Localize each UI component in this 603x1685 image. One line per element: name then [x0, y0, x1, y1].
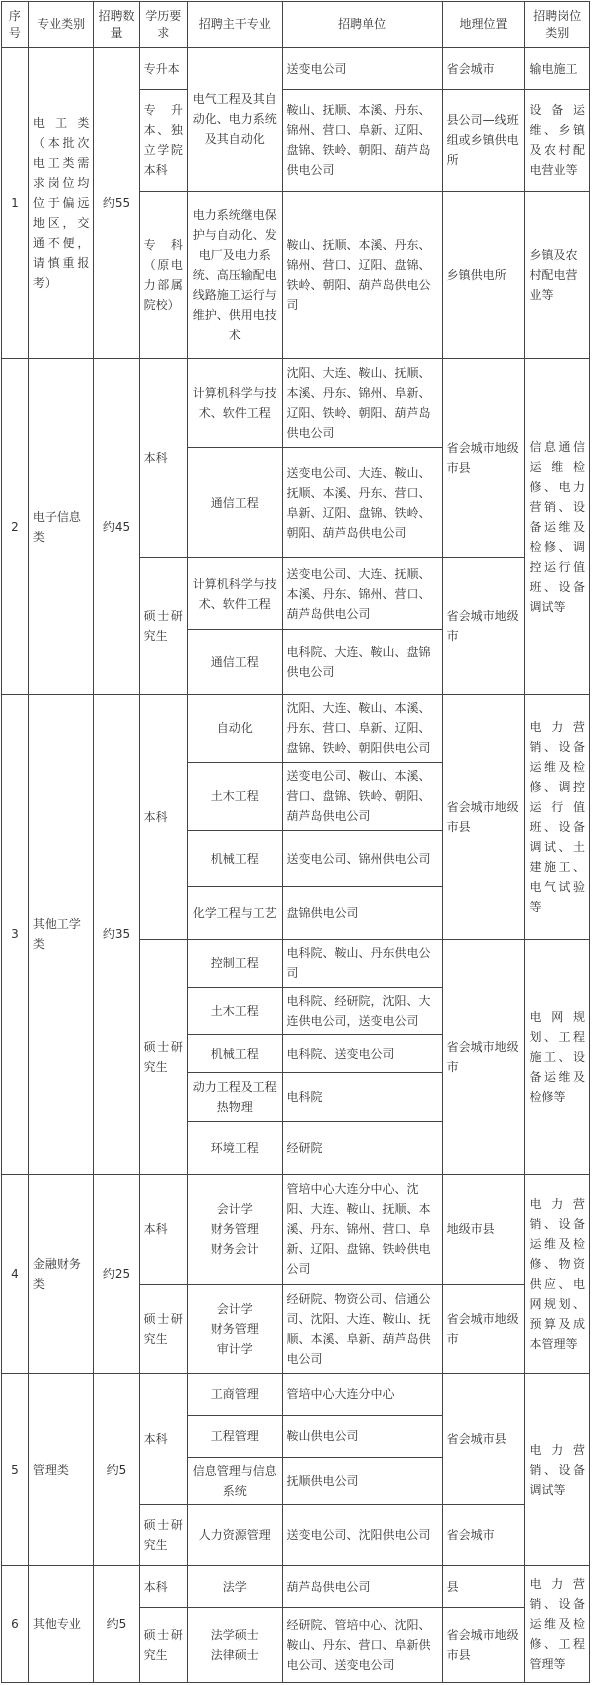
- major-cell: 化学工程与工艺: [187, 887, 282, 939]
- unit-cell: 沈阳、大连、鞍山、本溪、丹东、营口、阜新、辽阳、盘锦、铁岭、朝阳供电公司: [282, 694, 442, 762]
- major-cell: 机械工程: [187, 1035, 282, 1073]
- unit-cell: 电科院、大连、鞍山、盘锦供电公司: [282, 629, 442, 694]
- major-cell: 土木工程: [187, 988, 282, 1035]
- major-cell: 人力资源管理: [187, 1504, 282, 1566]
- position-cell: 信息通信运维检修、电力营销、设备运维及检修、调控运行值班、设备调试等: [525, 359, 590, 694]
- quota-cell: 约5: [94, 1373, 139, 1566]
- position-cell: 电网规划、工程施工、设备运维及检修等: [525, 939, 590, 1174]
- education-cell: 本科: [139, 1373, 187, 1504]
- category-cell: 其他工学类: [28, 694, 94, 1174]
- major-cell: 控制工程: [187, 939, 282, 987]
- location-cell: 省会城市地级市县: [442, 359, 525, 558]
- unit-cell: 沈阳、大连、鞍山、抚顺、本溪、丹东、锦州、阜新、辽阳、铁岭、朝阳、葫芦岛供电公司: [282, 359, 442, 448]
- education-cell: 硕士研究生: [139, 1284, 187, 1373]
- location-cell: 省会城市地级市县: [442, 694, 525, 939]
- education-cell: 专升本: [139, 48, 187, 90]
- header-position: 招聘岗位类别: [525, 2, 590, 48]
- location-cell: 县: [442, 1566, 525, 1608]
- quota-cell: 约45: [94, 359, 139, 694]
- header-location: 地理位置: [442, 2, 525, 48]
- header-unit: 招聘单位: [282, 2, 442, 48]
- major-cell: 通信工程: [187, 448, 282, 558]
- unit-cell: 经研院、管培中心、沈阳、鞍山、丹东、营口、阜新供电公司、送变电公司: [282, 1608, 442, 1683]
- education-cell: 专升本、独立学院本科: [139, 90, 187, 192]
- education-cell: 硕士研究生: [139, 1608, 187, 1683]
- location-cell: 省会城市: [442, 1504, 525, 1566]
- education-cell: 硕士研究生: [139, 939, 187, 1174]
- major-cell: 会计学 财务管理 财务会计: [187, 1174, 282, 1284]
- table-row: [2, 48, 590, 90]
- position-cell: 输电施工: [525, 48, 590, 90]
- major-cell: 土木工程: [187, 762, 282, 830]
- unit-cell: 葫芦岛供电公司: [282, 1566, 442, 1608]
- row-index: 5: [2, 1373, 29, 1566]
- location-cell: 省会城市地级市: [442, 1284, 525, 1373]
- major-cell: 计算机科学与技术、软件工程: [187, 359, 282, 448]
- major-cell: 计算机科学与技术、软件工程: [187, 558, 282, 629]
- unit-cell: 送变电公司、锦州供电公司: [282, 830, 442, 887]
- table-row: [2, 1373, 590, 1415]
- major-cell: 工商管理: [187, 1373, 282, 1415]
- unit-cell: 鞍山、抚顺、本溪、丹东、锦州、营口、阜新、辽阳、盘锦、铁岭、朝阳、葫芦岛供电公司: [282, 90, 442, 192]
- education-cell: 本科: [139, 359, 187, 558]
- table-row: [2, 359, 590, 448]
- unit-cell: 送变电公司: [282, 48, 442, 90]
- major-cell: 机械工程: [187, 830, 282, 887]
- quota-cell: 约35: [94, 694, 139, 1174]
- category-cell: 管理类: [28, 1373, 94, 1566]
- category-cell: 电工类（本批次电工类需求岗位均位于偏远地区，交通不便，请慎重报考）: [28, 48, 94, 359]
- row-index: 1: [2, 48, 29, 359]
- row-index: 3: [2, 694, 29, 1174]
- unit-cell: 管培中心大连分中心、沈阳、大连、鞍山、抚顺、本溪、丹东、锦州、营口、阜新、辽阳、盘锦、铁岭供电公司: [282, 1174, 442, 1284]
- unit-cell: 送变电公司、大连、抚顺、本溪、丹东、锦州、营口、葫芦岛供电公司: [282, 558, 442, 629]
- major-cell: 自动化: [187, 694, 282, 762]
- unit-cell: 鞍山供电公司: [282, 1415, 442, 1457]
- position-cell: 电力营销、设备运维及检修、工程管理等: [525, 1566, 590, 1683]
- education-cell: 本科: [139, 1174, 187, 1284]
- education-cell: 专科（原电力部属院校）: [139, 191, 187, 359]
- major-cell: 法学硕士 法律硕士: [187, 1608, 282, 1683]
- major-cell: 法学: [187, 1566, 282, 1608]
- table-row: [2, 1174, 590, 1284]
- header-category: 专业类别: [28, 2, 94, 48]
- quota-cell: 约5: [94, 1566, 139, 1683]
- row-index: 4: [2, 1174, 29, 1373]
- category-cell: 其他专业: [28, 1566, 94, 1683]
- unit-cell: 电科院: [282, 1072, 442, 1121]
- category-cell: 金融财务类: [28, 1174, 94, 1373]
- unit-cell: 送变电公司、大连、鞍山、抚顺、本溪、丹东、营口、阜新、辽阳、盘锦、铁岭、朝阳、葫芦岛供电公司: [282, 448, 442, 558]
- row-index: 6: [2, 1566, 29, 1683]
- location-cell: 地级市县: [442, 1174, 525, 1284]
- header-row: [2, 2, 590, 48]
- education-cell: 本科: [139, 1566, 187, 1608]
- header-index: 序号: [2, 2, 29, 48]
- quota-cell: 约25: [94, 1174, 139, 1373]
- unit-cell: 送变电公司、鞍山、本溪、营口、盘锦、铁岭、朝阳、葫芦岛供电公司: [282, 762, 442, 830]
- major-cell: 电力系统继电保护与自动化、发电厂及电力系统、高压输配电线路施工运行与维护、供用电技术: [187, 191, 282, 359]
- location-cell: 省会城市地级市: [442, 939, 525, 1174]
- unit-cell: 抚顺供电公司: [282, 1457, 442, 1504]
- location-cell: 省会城市县: [442, 1373, 525, 1504]
- row-index: 2: [2, 359, 29, 694]
- unit-cell: 经研院、物资公司、信通公司、沈阳、大连、鞍山、抚顺、本溪、阜新、葫芦岛供电公司: [282, 1284, 442, 1373]
- table-row: [2, 694, 590, 762]
- location-cell: 县公司—线班组或乡镇供电所: [442, 90, 525, 192]
- major-cell: 信息管理与信息系统: [187, 1457, 282, 1504]
- location-cell: 乡镇供电所: [442, 191, 525, 359]
- major-cell: 环境工程: [187, 1122, 282, 1174]
- unit-cell: 电科院、送变电公司: [282, 1035, 442, 1073]
- unit-cell: 盘锦供电公司: [282, 887, 442, 939]
- major-cell: 动力工程及工程热物理: [187, 1072, 282, 1121]
- unit-cell: 电科院、鞍山、丹东供电公司: [282, 939, 442, 987]
- major-cell: 电气工程及其自动化、电力系统及其自动化: [187, 48, 282, 192]
- unit-cell: 经研院: [282, 1122, 442, 1174]
- unit-cell: 鞍山、抚顺、本溪、丹东、锦州、营口、辽阳、盘锦、铁岭、朝阳、葫芦岛供电公司: [282, 191, 442, 359]
- position-cell: 电力营销、设备运维及检修、调控运行值班、设备调试、土建施工、电气试验等: [525, 694, 590, 939]
- position-cell: 乡镇及农村配电营业等: [525, 191, 590, 359]
- table-row: [2, 1566, 590, 1608]
- position-cell: 电力营销、设备调试等: [525, 1373, 590, 1566]
- education-cell: 硕士研究生: [139, 1504, 187, 1566]
- location-cell: 省会城市: [442, 48, 525, 90]
- unit-cell: 管培中心大连分中心: [282, 1373, 442, 1415]
- major-cell: 通信工程: [187, 629, 282, 694]
- unit-cell: 电科院、经研院，沈阳、大连供电公司，送变电公司: [282, 988, 442, 1035]
- category-cell: 电子信息类: [28, 359, 94, 694]
- quota-cell: 约55: [94, 48, 139, 359]
- position-cell: 设备运维、乡镇及农村配电营业等: [525, 90, 590, 192]
- major-cell: 会计学 财务管理 审计学: [187, 1284, 282, 1373]
- location-cell: 省会城市地级市县: [442, 1608, 525, 1683]
- recruitment-table: [1, 1, 590, 1683]
- location-cell: 省会城市地级市: [442, 558, 525, 694]
- education-cell: 本科: [139, 694, 187, 939]
- position-cell: 电力营销、设备运维及检修、物资供应、电网规划、预算及成本管理等: [525, 1174, 590, 1373]
- major-cell: 工程管理: [187, 1415, 282, 1457]
- header-education: 学历要求: [139, 2, 187, 48]
- header-major: 招聘主干专业: [187, 2, 282, 48]
- education-cell: 硕士研究生: [139, 558, 187, 694]
- header-quota: 招聘数量: [94, 2, 139, 48]
- unit-cell: 送变电公司、沈阳供电公司: [282, 1504, 442, 1566]
